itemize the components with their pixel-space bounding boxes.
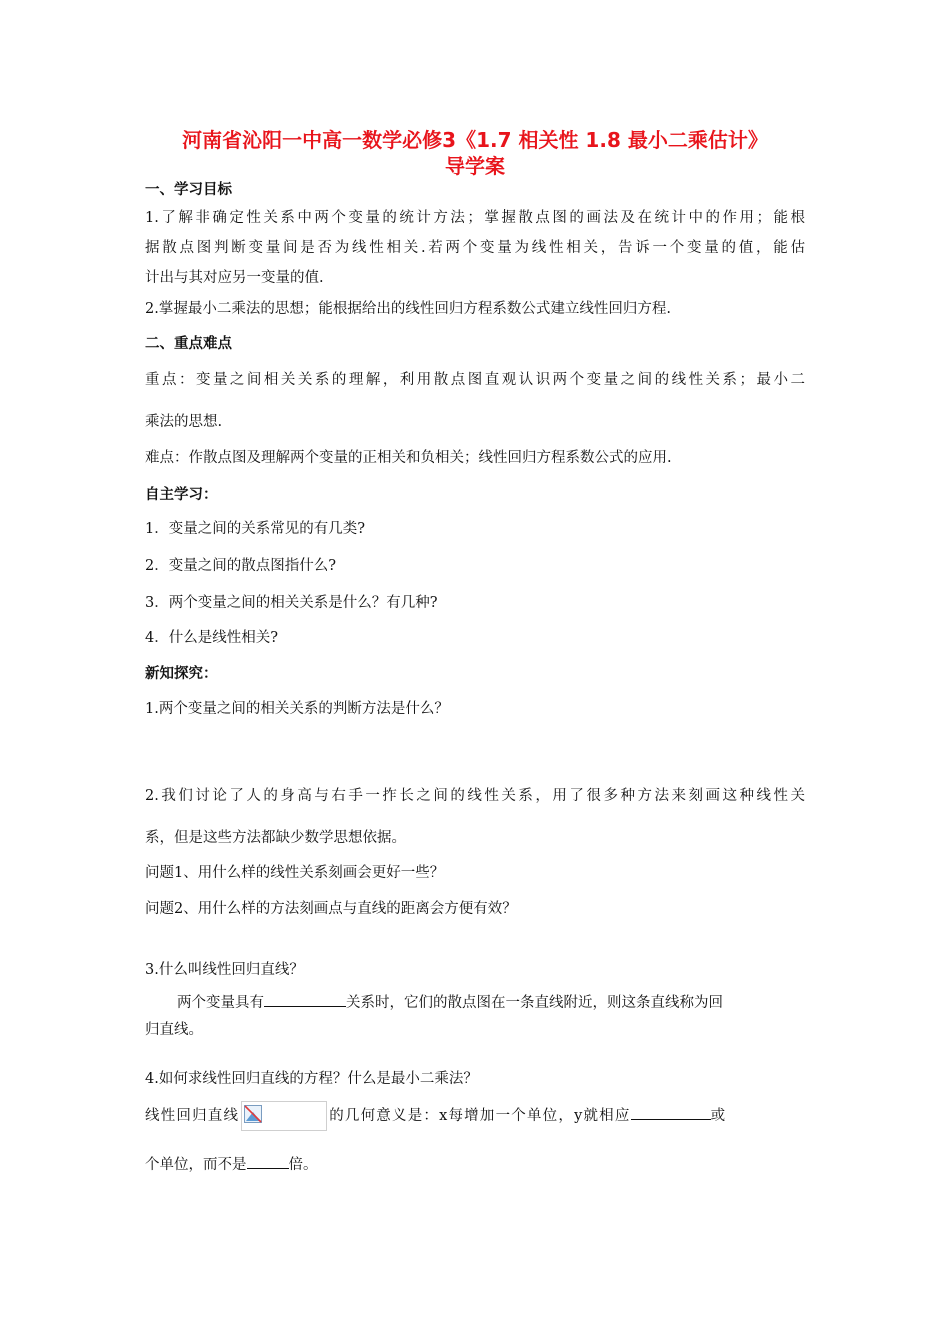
item4-answer-blank-2[interactable]	[247, 1154, 289, 1169]
section-heading-objectives: 一、学习目标	[145, 182, 232, 198]
item4-line2-text-b: 倍。	[288, 1157, 318, 1173]
broken-image-icon	[244, 1105, 262, 1123]
item4-text-a: 线性回归直线	[145, 1108, 240, 1124]
self-study-heading: 自主学习：	[145, 487, 218, 503]
explore-heading: 新知探究：	[145, 666, 218, 682]
objective-1-line2: 据散点图判断变量间是否为线性相关.若两个变量为线性相关，告诉一个变量的值，能估	[145, 240, 805, 256]
item4-text-c: 或	[710, 1108, 727, 1124]
item3-text-after-blank: 关系时，它们的散点图在一条直线附近，则这条直线称为回	[346, 995, 723, 1011]
explore-item-3-line2: 归直线。	[145, 1022, 203, 1038]
problem-1: 问题1、用什么样的线性关系刻画会更好一些？	[145, 865, 445, 881]
objective-1-line3: 计出与其对应另一变量的值.	[145, 270, 324, 286]
item4-line2-text-a: 个单位，而不是	[145, 1157, 247, 1173]
explore-item-4-line2	[145, 1153, 318, 1174]
explore-item-1: 1.两个变量之间的相关关系的判断方法是什么？	[145, 701, 449, 717]
item4-answer-blank-1[interactable]	[631, 1105, 711, 1120]
document-title-line1: 河南省沁阳一中高一数学必修3《1.7 相关性 1.8 最小二乘估计》	[182, 128, 768, 152]
self-study-question-2: 2．变量之间的散点图指什么?	[145, 558, 336, 574]
self-study-question-3: 3．两个变量之间的相关关系是什么？有几种?	[145, 595, 438, 611]
regression-equation-image	[241, 1101, 327, 1131]
key-point-line1: 重点：变量之间相关关系的理解，利用散点图直观认识两个变量之间的线性关系；最小二	[145, 372, 805, 388]
item3-answer-blank[interactable]	[264, 992, 346, 1007]
explore-item-4-fill-line	[145, 1101, 726, 1131]
self-study-question-1: 1．变量之间的关系常见的有几类?	[145, 521, 365, 537]
objective-2: 2.掌握最小二乘法的思想；能根据给出的线性回归方程系数公式建立线性回归方程.	[145, 301, 671, 317]
objective-1-line1: 1.了解非确定性关系中两个变量的统计方法；掌握散点图的画法及在统计中的作用；能根	[145, 210, 805, 226]
section-heading-key-points: 二、重点难点	[145, 336, 232, 352]
problem-2: 问题2、用什么样的方法刻画点与直线的距离会方便有效？	[145, 901, 517, 917]
self-study-question-4: 4．什么是线性相关?	[145, 630, 278, 646]
explore-item-2-line1: 2.我们讨论了人的身高与右手一拃长之间的线性关系，用了很多种方法来刻画这种线性关	[145, 788, 805, 804]
document-title-line2: 导学案	[445, 154, 505, 178]
difficulty-point: 难点：作散点图及理解两个变量的正相关和负相关；线性回归方程系数公式的应用.	[145, 450, 672, 466]
explore-item-3-fill-line	[177, 991, 805, 1012]
key-point-line2: 乘法的思想.	[145, 414, 223, 430]
explore-item-2-line2: 系，但是这些方法都缺少数学思想依据。	[145, 830, 406, 846]
item3-text-before-blank: 两个变量具有	[177, 995, 264, 1011]
explore-item-3: 3.什么叫线性回归直线？	[145, 962, 304, 978]
item4-text-b: 的几何意义是：x每增加一个单位，y就相应	[329, 1108, 631, 1124]
explore-item-4: 4.如何求线性回归直线的方程？什么是最小二乘法？	[145, 1071, 478, 1087]
